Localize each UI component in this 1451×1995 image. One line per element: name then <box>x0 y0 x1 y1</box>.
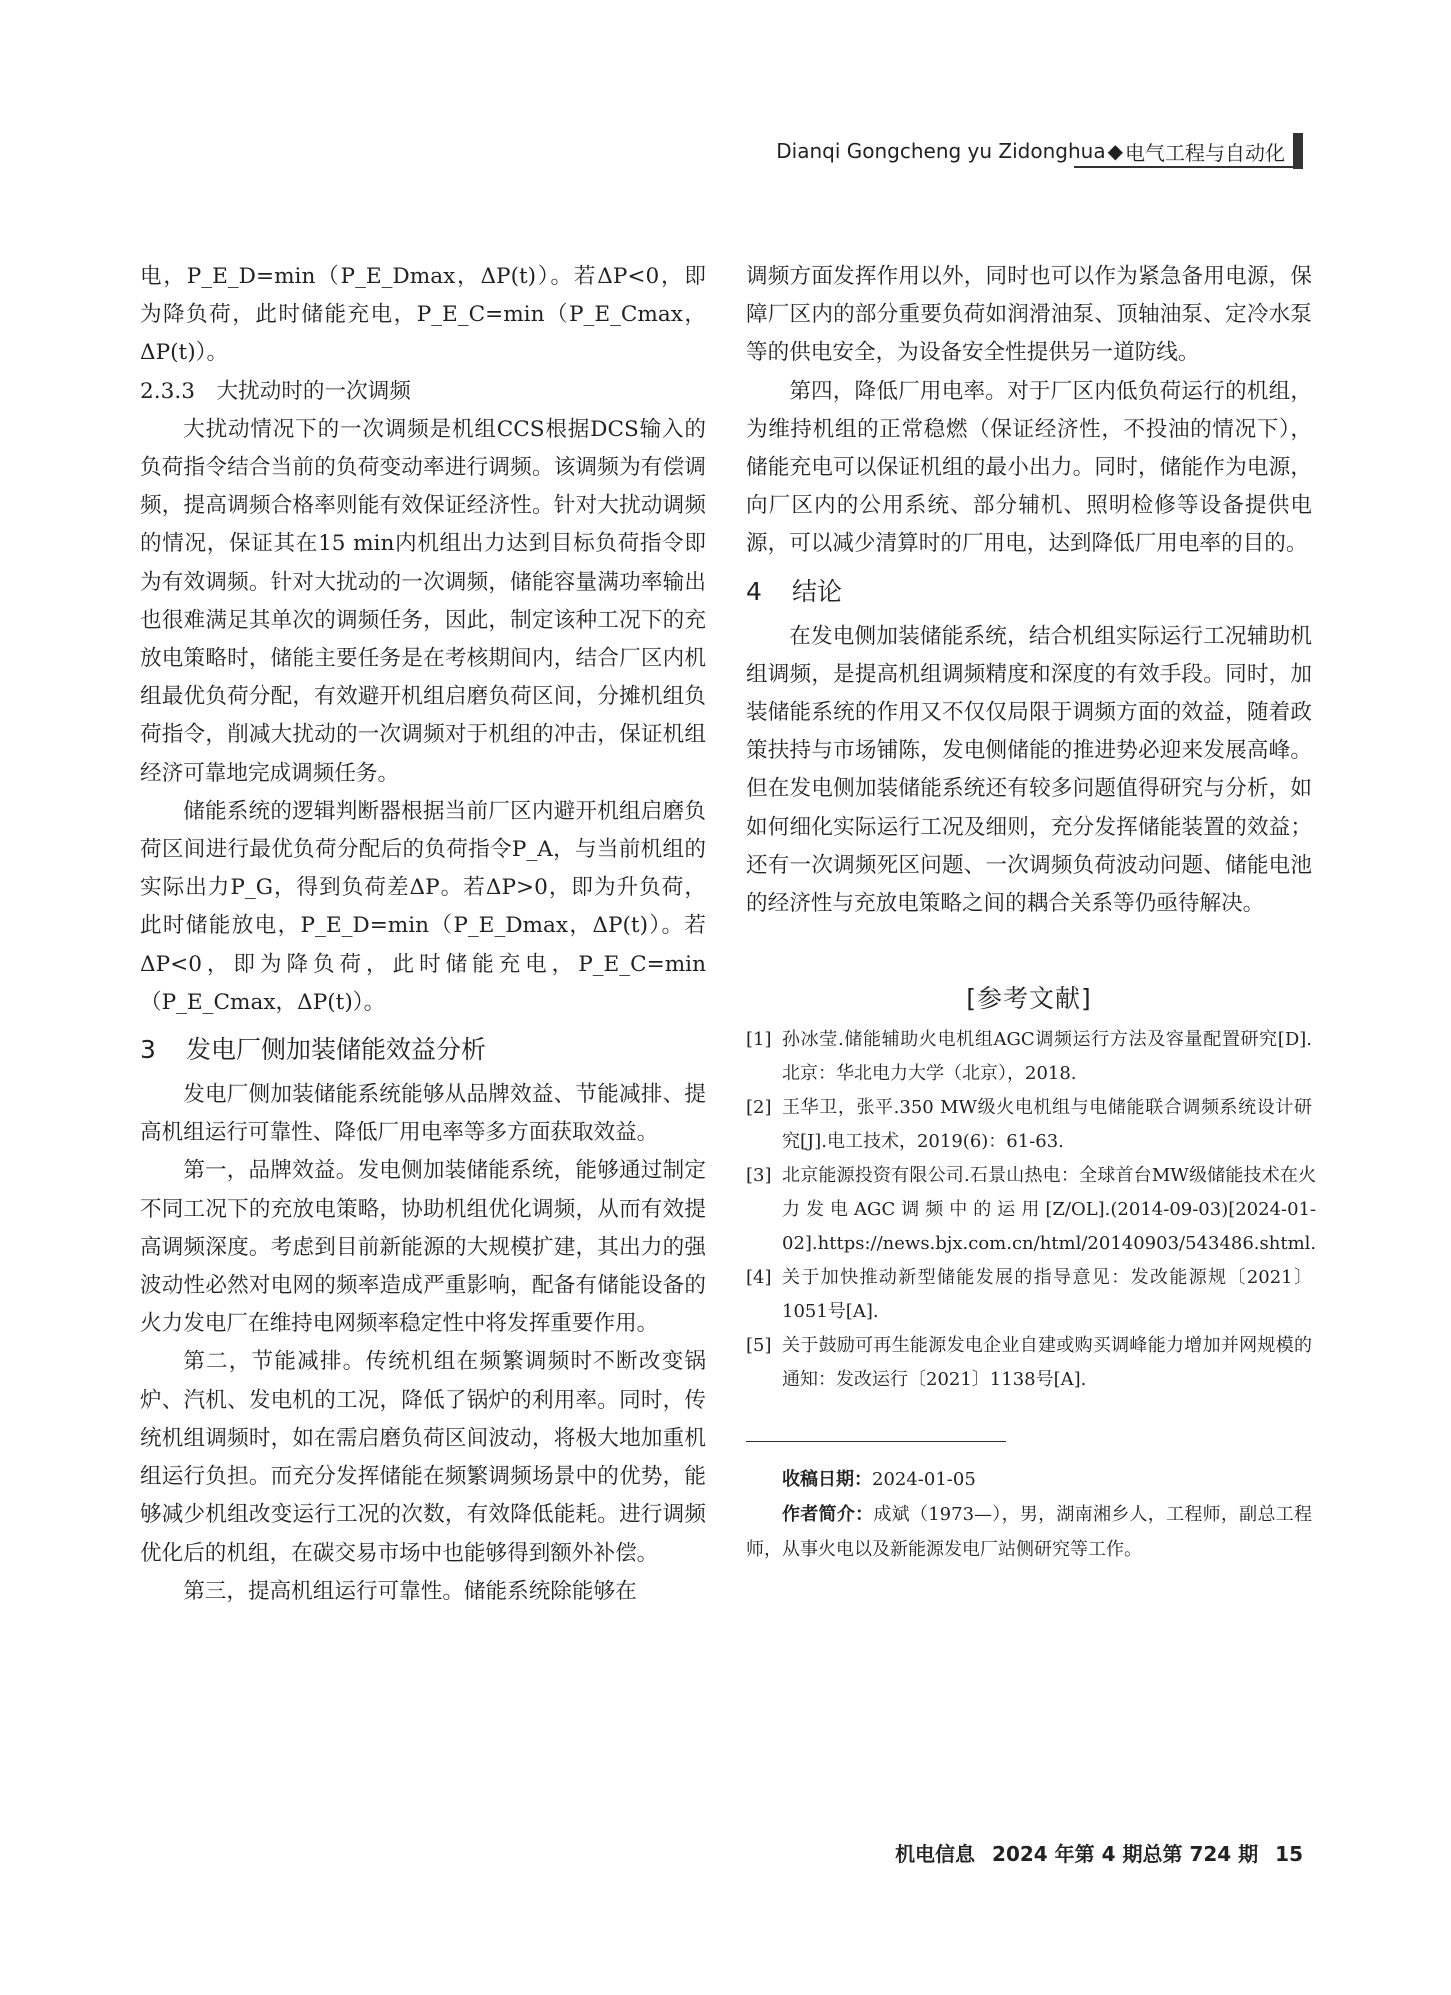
author-bio <box>746 1497 1312 1567</box>
reference-text: 北京能源投资有限公司.石景山热电：全球首台MW级储能技术在火力发电AGC调频中的运用[Z/OL].(2014-09-03)[2024-01-02].https://news.bjx.com.cn/html/20140903/543486.shtml. <box>782 1165 1317 1255</box>
paragraph: 储能系统的逻辑判断器根据当前厂区内避开机组启磨负荷区间进行最优负荷分配后的负荷指令P_A，与当前机组的实际出力P_G，得到负荷差ΔP。若ΔP>0，即为升负荷，此时储能放电，P_E_D=min（P_E_Dmax，ΔP(t)）。若ΔP<0，即为降负荷，此时储能充电，P_E_C=min（P_E_Cmax，ΔP(t)）。 <box>140 798 706 1015</box>
paragraph: 在发电侧加装储能系统，结合机组实际运行工况辅助机组调频，是提高机组调频精度和深度的有效手段。同时，加装储能系统的作用又不仅仅局限于调频方面的效益，随着政策扶持与市场铺陈，发电侧储能的推进势必迎来发展高峰。但在发电侧加装储能系统还有较多问题值得研究与分析，如如何细化实际运行工况及细则，充分发挥储能装置的效益；还有一次调频死区问题、一次调频负荷波动问题、储能电池的经济性与充放电策略之间的耦合关系等仍亟待解决。 <box>746 623 1312 917</box>
right-column <box>746 258 1317 1567</box>
header-bar <box>1293 133 1303 169</box>
section-title: 结论 <box>792 576 843 606</box>
reference-item <box>746 1091 1312 1159</box>
journal-pinyin: Dianqi Gongcheng yu Zidonghua <box>776 139 1106 163</box>
running-footer <box>885 1838 1303 1867</box>
section-number: 4 <box>746 576 762 606</box>
footer-issue: 2024 年第 4 期总第 724 期 <box>992 1842 1259 1866</box>
received-label: 收稿日期： <box>782 1469 872 1491</box>
reference-item <box>746 1159 1317 1261</box>
diamond-icon: ◆ <box>1107 139 1123 163</box>
reference-text: 关于鼓励可再生能源发电企业自建或购买调峰能力增加并网规模的通知：发改运行〔2021〕1138号[A]. <box>782 1335 1312 1391</box>
reference-number: [4] <box>746 1267 772 1289</box>
reference-text: 王华卫，张平.350 MW级火电机组与电储能联合调频系统设计研究[J].电工技术，2019(6)：61-63. <box>782 1097 1312 1153</box>
header-rule <box>1074 166 1296 168</box>
reference-number: [2] <box>746 1097 772 1119</box>
paragraph: 调频方面发挥作用以外，同时也可以作为紧急备用电源，保障厂区内的部分重要负荷如润滑油泵、顶轴油泵、定冷水泵等的供电安全，为设备安全性提供另一道防线。 <box>746 264 1312 366</box>
reference-number: [5] <box>746 1335 772 1357</box>
received-value: 2024-01-05 <box>872 1469 976 1491</box>
journal-chinese: 电气工程与自动化 <box>1125 140 1285 165</box>
section-title: 发电厂侧加装储能效益分析 <box>186 1035 487 1065</box>
section-heading-2-3-3: 2.3.3 大扰动时的一次调频 <box>140 378 411 404</box>
left-column <box>140 258 706 1611</box>
reference-list <box>746 1023 1317 1397</box>
reference-item <box>746 1023 1312 1091</box>
page-number: 15 <box>1275 1842 1303 1866</box>
received-date <box>746 1462 1312 1497</box>
section-heading-4 <box>746 578 1312 606</box>
running-header <box>776 133 1303 169</box>
footnote-rule <box>746 1441 1006 1442</box>
author-label: 作者简介： <box>782 1504 874 1526</box>
paragraph: 电，P_E_D=min（P_E_Dmax，ΔP(t)）。若ΔP<0，即为降负荷，此时储能充电，P_E_C=min（P_E_Cmax，ΔP(t)）。 <box>140 264 706 366</box>
footer-journal: 机电信息 <box>895 1842 976 1866</box>
paragraph: 大扰动情况下的一次调频是机组CCS根据DCS输入的负荷指令结合当前的负荷变动率进行调频。该调频为有偿调频，提高调频合格率则能有效保证经济性。针对大扰动调频的情况，保证其在15 min内机组出力达到目标负荷指令即为有效调频。针对大扰动的一次调频，储能容量满功率输出也很难满足其单次的调频任务，因此，制定该种工况下的充放电策略时，储能主要任务是在考核期间内，结合厂区内机组最优负荷分配，有效避开机组启磨负荷区间，分摊机组负荷指令，削减大扰动的一次调频对于机组的冲击，保证机组经济可靠地完成调频任务。 <box>140 416 706 786</box>
reference-text: 关于加快推动新型储能发展的指导意见：发改能源规〔2021〕1051号[A]. <box>782 1267 1312 1323</box>
paragraph: 第四，降低厂用电率。对于厂区内低负荷运行的机组，为维持机组的正常稳燃（保证经济性，不投油的情况下），储能充电可以保证机组的最小出力。同时，储能作为电源，向厂区内的公用系统、部分辅机、照明检修等设备提供电源，可以减少清算时的厂用电，达到降低厂用电率的目的。 <box>746 378 1312 557</box>
reference-text: 孙冰莹.储能辅助火电机组AGC调频运行方法及容量配置研究[D].北京：华北电力大学（北京），2018. <box>782 1029 1312 1085</box>
reference-item <box>746 1261 1312 1329</box>
paragraph: 发电厂侧加装储能系统能够从品牌效益、节能减排、提高机组运行可靠性、降低厂用电率等多方面获取效益。 <box>140 1082 706 1146</box>
reference-number: [3] <box>746 1165 772 1187</box>
reference-item <box>746 1329 1312 1397</box>
author-value: 成斌（1973—），男，湖南湘乡人，工程师，副总工程师，从事火电以及新能源发电厂站侧研究等工作。 <box>746 1504 1313 1561</box>
section-number: 3 <box>140 1035 156 1065</box>
references-title: [参考文献] <box>966 984 1092 1014</box>
reference-number: [1] <box>746 1029 772 1051</box>
paragraph: 第三，提高机组运行可靠性。储能系统除能够在 <box>183 1578 637 1604</box>
section-heading-3 <box>140 1036 706 1064</box>
paragraph: 第二，节能减排。传统机组在频繁调频时不断改变锅炉、汽机、发电机的工况，降低了锅炉的利用率。同时，传统机组调频时，如在需启磨负荷区间波动，将极大地加重机组运行负担。而充分发挥储能在频繁调频场景中的优势，能够减少机组改变运行工况的次数，有效降低能耗。进行调频优化后的机组，在碳交易市场中也能够得到额外补偿。 <box>140 1349 706 1566</box>
paragraph: 第一，品牌效益。发电侧加装储能系统，能够通过制定不同工况下的充放电策略，协助机组优化调频，从而有效提高调频深度。考虑到目前新能源的大规模扩建，其出力的强波动性必然对电网的频率造成严重影响，配备有储能设备的火力发电厂在维持电网频率稳定性中将发挥重要作用。 <box>140 1158 706 1337</box>
